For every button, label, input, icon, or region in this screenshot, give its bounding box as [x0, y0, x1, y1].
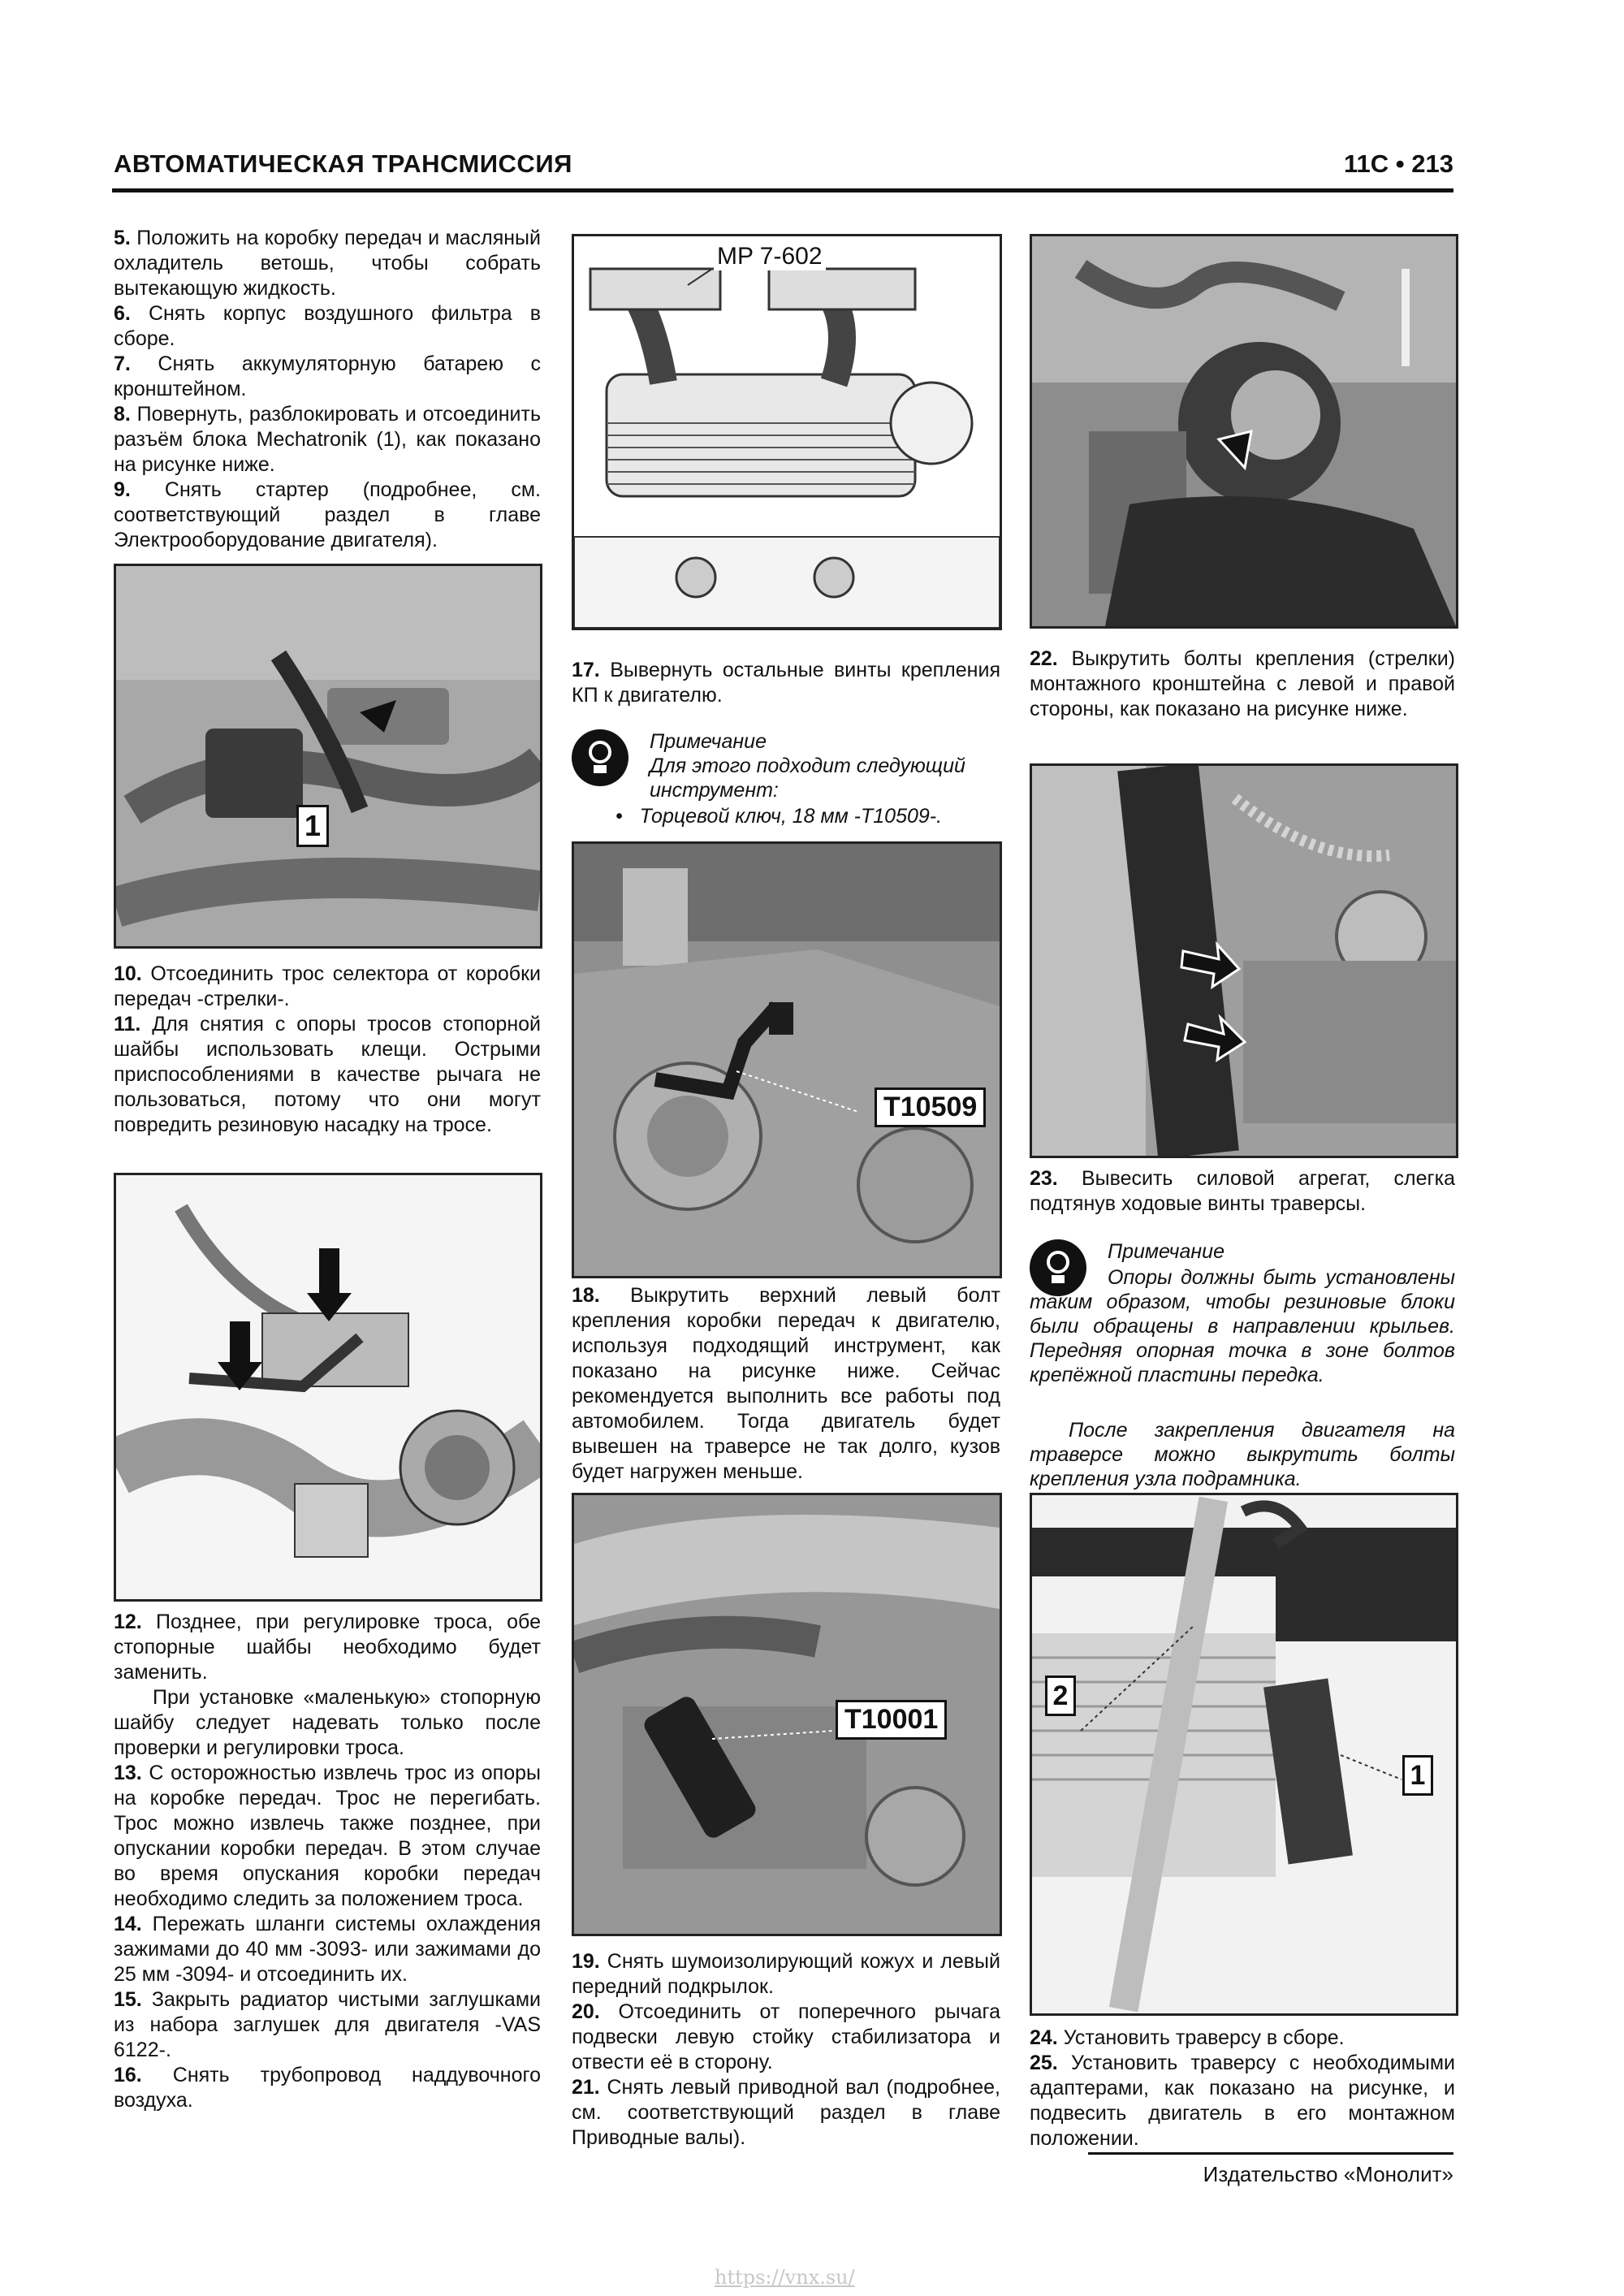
publisher: Издательство «Монолит»	[1203, 2162, 1453, 2186]
figure-bracket-top	[1030, 234, 1458, 629]
step-7: 7. Снять аккумуляторную батарею с кронштейном.	[114, 352, 541, 400]
step-8: 8. Повернуть, разблокировать и отсоединить разъём блока Mechatronik (1), как показано на рисунке ниже.	[114, 403, 541, 476]
section-title: АВТОМАТИЧЕСКАЯ ТРАНСМИССИЯ	[114, 149, 572, 178]
step-16: 16. Снять трубопровод наддувочного воздуха.	[114, 2064, 541, 2112]
note-line: Для этого подходит следующий инструмент:	[650, 755, 965, 802]
step-13: 13. С осторожностью извлечь трос из опоры на коробке передач. Трос не перегибать. Трос можно извлечь также позднее, при опускании коробки передач. В этом случае во время опускания коробки передач необходимо следить за положением троса.	[114, 1762, 541, 1910]
step-20: 20. Отсоединить от поперечного рычага подвески левую стойку стабилизатора и отвести её в сторону.	[572, 2000, 1001, 2073]
column-3-bottom-text	[1030, 2026, 1455, 2151]
note-supports	[1030, 1239, 1455, 1490]
column-3-step-23	[1030, 1166, 1455, 1217]
figure-t10509	[572, 841, 1002, 1278]
column-3-step-22	[1030, 646, 1455, 722]
note-title: Примечание	[1108, 1240, 1224, 1263]
column-1-bottom-text	[114, 1610, 541, 2113]
bullet-icon: •	[615, 805, 640, 828]
lightbulb-icon	[572, 729, 628, 786]
step-6: 6. Снять корпус воздушного фильтра в сборе.	[114, 302, 541, 350]
note-text: Опоры должны быть установлены таким образом, чтобы резиновые блоки были обращены в направлении крыльев. Передняя опорная точка в зоне болтов крепёжной пластины передка.	[1030, 1266, 1455, 1386]
figure-traverse	[1030, 1493, 1458, 2016]
column-1-top-text	[114, 226, 541, 553]
footer-rule	[1088, 2152, 1453, 2155]
page-reference: 11C • 213	[1344, 149, 1453, 178]
step-12: 12. Позднее, при регулировке троса, обе стопорные шайбы необходимо будет заменить.	[114, 1611, 541, 1684]
step-22: 22. Выкрутить болты крепления (стрелки) монтажного кронштейна с левой и правой стороны, как показано на рисунке ниже.	[1030, 647, 1455, 720]
step-11: 11. Для снятия с опоры тросов стопорной шайбы использовать клещи. Острыми приспособлениями в качестве рычага не пользоваться, потому что они могут повредить резиновую насадку на тросе.	[114, 1013, 541, 1136]
figure-selector-cable	[114, 1173, 542, 1602]
note-tool	[572, 729, 1002, 835]
callout-1: 1	[296, 805, 329, 847]
step-18: 18. Выкрутить верхний левый болт крепления коробки передач к двигателю, используя подходящий инструмент, как показано на рисунке ниже. Сейчас рекомендуется выполнить все работы под автомобилем. Тогда двигатель будет вывешен на траверсе не так долго, кузов будет нагружен меньше.	[572, 1284, 1000, 1483]
callout-1: 1	[1402, 1755, 1433, 1796]
step-25: 25. Установить траверсу с необходимыми адаптерами, как показано на рисунке, и подвесить двигатель в его монтажном положении.	[1030, 2052, 1455, 2150]
watermark-url[interactable]: https://vnx.su/	[715, 2266, 855, 2289]
column-2-bottom-text	[572, 1949, 1000, 2151]
column-2-step-18	[572, 1283, 1000, 1485]
column-2-step-17	[572, 658, 1000, 708]
tool-t10001-label: T10001	[836, 1700, 947, 1740]
step-17: 17. Вывернуть остальные винты крепления КП к двигателю.	[572, 659, 1000, 707]
tool-t10509-label: T10509	[875, 1087, 986, 1127]
step-23: 23. Вывесить силовой агрегат, слегка подтянув ходовые винты траверсы.	[1030, 1167, 1456, 1215]
note-text-2: После закрепления двигателя на траверсе можно выкрутить болты крепления узла подрамника.	[1030, 1419, 1455, 1490]
step-5: 5. Положить на коробку передач и масляный охладитель ветошь, чтобы собрать вытекающую жидкость.	[114, 227, 541, 300]
header-rule	[112, 188, 1453, 192]
figure-mechatronik-connector	[114, 564, 542, 949]
note-title: Примечание	[650, 730, 767, 753]
column-1-middle-text	[114, 962, 541, 1138]
step-12-note: При установке «маленькую» стопорную шайбу следует надевать только после проверки и регулировки троса.	[114, 1686, 541, 1759]
figure-bracket-bolts	[1030, 763, 1458, 1158]
step-15: 15. Закрыть радиатор чистыми заглушками из набора заглушек для двигателя -VAS 6122-.	[114, 1988, 541, 2061]
note-bullet: Торцевой ключ, 18 мм -T10509-.	[639, 805, 943, 828]
figure-oil-cooler	[572, 234, 1002, 630]
step-10: 10. Отсоединить трос селектора от коробки передач -стрелки-.	[114, 962, 541, 1010]
step-14: 14. Пережать шланги системы охлаждения зажимами до 40 мм -3093- или зажимами до 25 мм -3094- и отсоединить их.	[114, 1913, 542, 1986]
step-19: 19. Снять шумоизолирующий кожух и левый передний подкрылок.	[572, 1950, 1000, 1998]
callout-2: 2	[1045, 1676, 1076, 1716]
step-21: 21. Снять левый приводной вал (подробнее, см. соответствующий раздел в главе Приводные валы).	[572, 2076, 1000, 2149]
figure-t10001	[572, 1493, 1002, 1936]
step-9: 9. Снять стартер (подробнее, см. соответствующий раздел в главе Электрооборудование двигателя).	[114, 478, 541, 551]
mp-7-602-label: MP 7-602	[714, 243, 826, 270]
step-24: 24. Установить траверсу в сборе.	[1030, 2026, 1345, 2049]
